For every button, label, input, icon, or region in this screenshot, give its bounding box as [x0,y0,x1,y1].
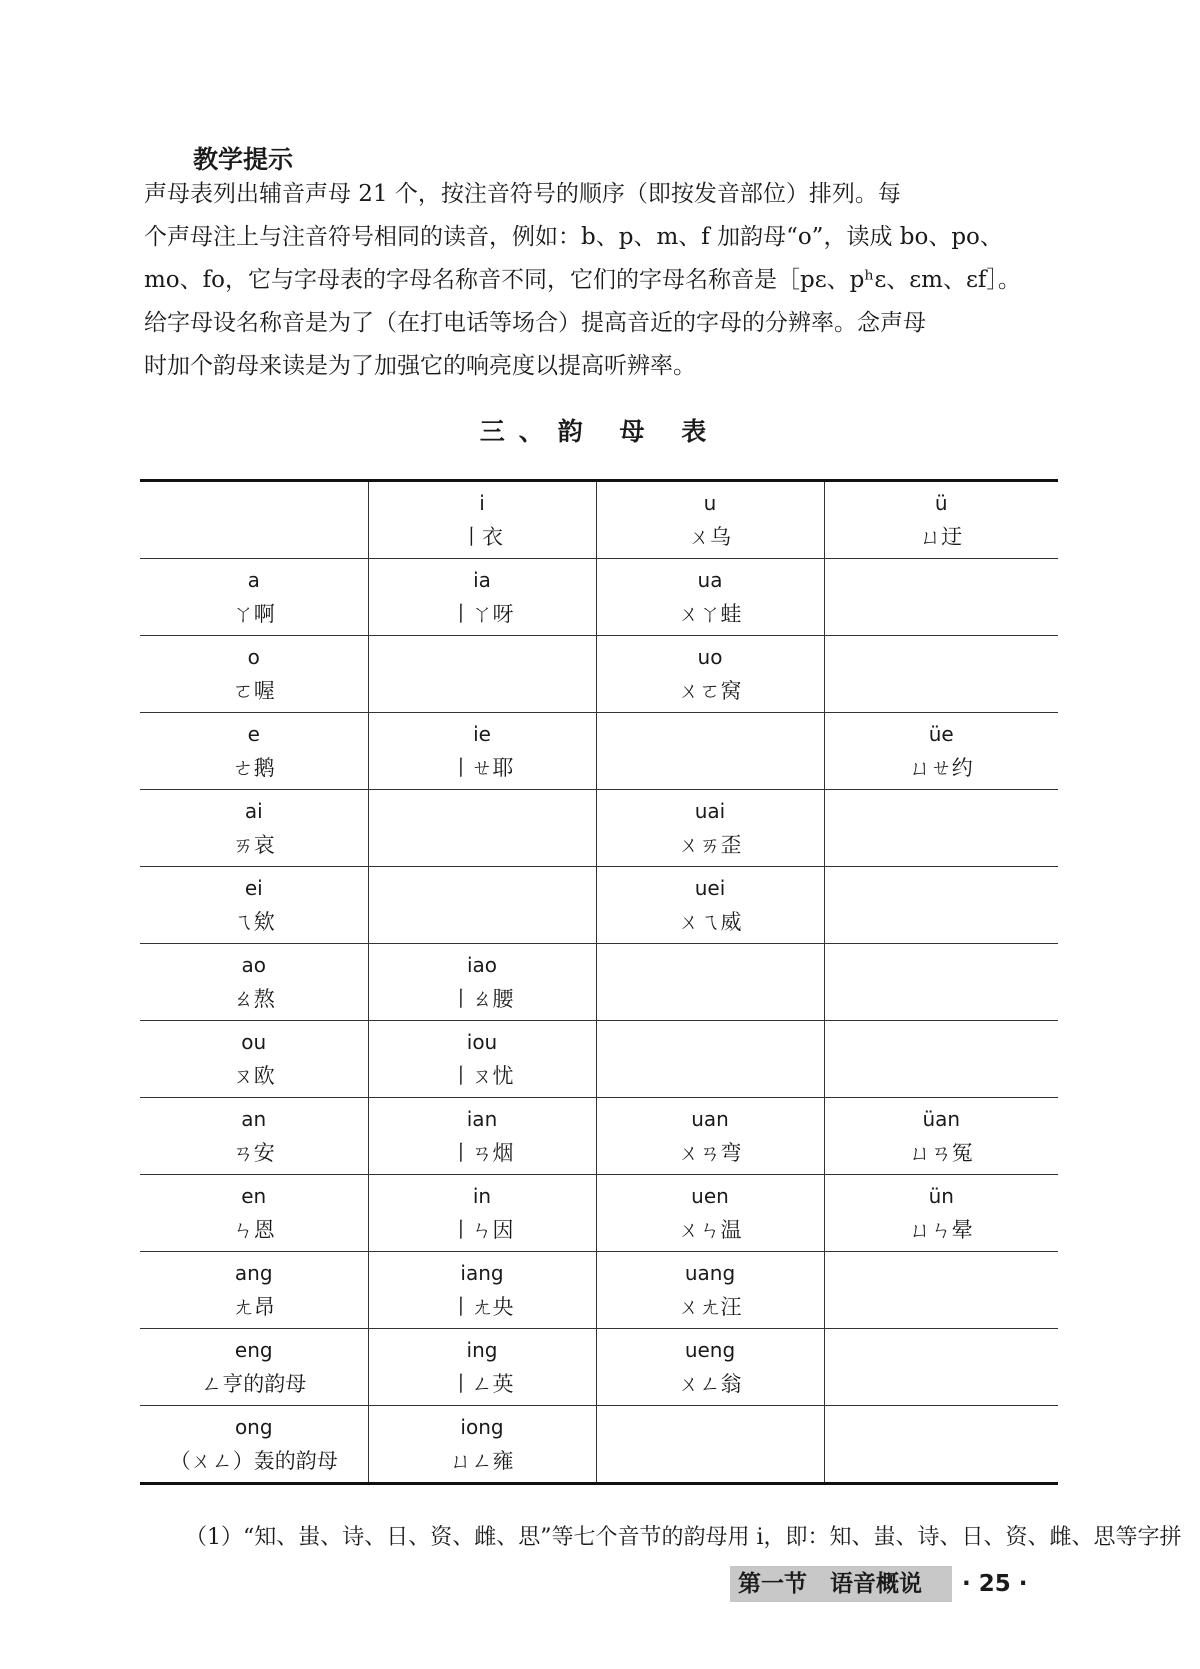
zhuyin-example: ㄨㄣ温 [678,1218,742,1242]
zhuyin-example: ㄨㄤ汪 [678,1295,742,1319]
table-cell [596,867,824,944]
zhuyin-example: 丨ㄚ呀 [450,602,514,626]
table-cell [824,790,1058,867]
table-cell [596,1098,824,1175]
table-row [140,1175,1058,1252]
teaching-tip-paragraph [144,173,1054,388]
table-cell [140,713,368,790]
table-row [140,1252,1058,1329]
table-cell [824,1252,1058,1329]
table-cell [368,1098,596,1175]
pinyin-label: ong [234,1415,273,1439]
table-cell [368,867,596,944]
pinyin-label: in [472,1184,492,1208]
zhuyin-example: 丨ㄡ忧 [450,1064,514,1088]
table-cell [596,1252,824,1329]
pinyin-label: iong [460,1415,504,1439]
pinyin-label: ün [928,1184,954,1208]
section-title: 三、韵 母 表 [479,417,721,446]
pinyin-label: iang [460,1261,504,1285]
pinyin-label: ü [934,491,948,515]
pinyin-label: an [241,1107,267,1131]
zhuyin-example: ㄥ亨的韵母 [201,1372,307,1396]
table-cell [140,1098,368,1175]
table-cell [824,1406,1058,1484]
table-cell [824,559,1058,636]
table-cell [368,1252,596,1329]
table-row [140,713,1058,790]
zhuyin-example: ㄨㄟ威 [678,910,742,934]
zhuyin-example: ㄚ啊 [232,602,275,626]
zhuyin-example: ㄨㄛ窝 [678,679,742,703]
pinyin-label: ing [466,1338,498,1362]
table-cell [596,790,824,867]
table-cell [824,713,1058,790]
table-cell [140,1252,368,1329]
pinyin-label: ei [244,876,263,900]
table-cell [368,713,596,790]
pinyin-label: en [241,1184,267,1208]
table-row [140,867,1058,944]
zhuyin-example: ㄨㄞ歪 [678,833,742,857]
pinyin-label: u [703,491,717,515]
pinyin-label: eng [234,1338,273,1362]
chapter-section-label: 第一节 语音概说 [730,1566,952,1602]
zhuyin-example: 丨衣 [461,525,503,549]
table-cell [368,1329,596,1406]
table-cell [368,944,596,1021]
table-cell [824,1175,1058,1252]
pinyin-label: iao [466,953,498,977]
table-cell [596,481,824,559]
zhuyin-example: ㄢ安 [232,1141,275,1165]
table-cell [824,944,1058,1021]
pinyin-label: ua [697,568,723,592]
table-cell [140,790,368,867]
zhuyin-example: ㄜ鹅 [232,756,275,780]
pinyin-label: ian [466,1107,498,1131]
paragraph-line: 个声母注上与注音符号相同的读音，例如：b、p、m、f 加韵母“o”，读成 bo、po、 [144,224,1003,250]
table-cell [596,636,824,713]
pinyin-label: üan [922,1107,961,1131]
pinyin-label: ou [241,1030,267,1054]
pinyin-label: ia [473,568,491,592]
table-cell [368,481,596,559]
table-cell [824,636,1058,713]
table-cell [140,1329,368,1406]
zhuyin-example: ㄟ欸 [232,910,275,934]
pinyin-label: ie [473,722,491,746]
zhuyin-example: （ㄨㄥ）轰的韵母 [169,1449,338,1473]
table-cell [368,790,596,867]
zhuyin-example: 丨ㄢ烟 [450,1141,514,1165]
pinyin-label: üe [928,722,954,746]
zhuyin-example: ㄞ哀 [232,833,275,857]
table-cell [140,636,368,713]
table-row [140,481,1058,559]
table-cell [596,1175,824,1252]
table-cell [140,1175,368,1252]
teaching-tip-heading: 教学提示 [193,145,294,174]
paragraph-line: 给字母设名称音是为了（在打电话等场合）提高音近的字母的分辨率。念声母 [144,310,926,336]
table-cell [824,867,1058,944]
pinyin-label: i [479,491,485,515]
pinyin-label: a [247,568,260,592]
paragraph-line: 时加个韵母来读是为了加强它的响亮度以提高听辨率。 [144,353,696,379]
table-row [140,559,1058,636]
zhuyin-example: 丨ㄝ耶 [450,756,514,780]
table-cell [140,1406,368,1484]
table-cell [824,481,1058,559]
pinyin-label: ang [234,1261,273,1285]
table-cell [140,559,368,636]
table-cell [824,1098,1058,1175]
zhuyin-example: ㄩ迂 [920,525,963,549]
table-row [140,1021,1058,1098]
zhuyin-example: ㄡ欧 [232,1064,275,1088]
pinyin-label: uo [697,645,723,669]
zhuyin-example: ㄤ昂 [232,1295,275,1319]
table-cell [596,559,824,636]
zhuyin-example: ㄩㄥ雍 [450,1449,514,1473]
zhuyin-example: ㄨㄢ弯 [678,1141,742,1165]
table-row [140,944,1058,1021]
zhuyin-example: 丨ㄣ因 [450,1218,514,1242]
pinyin-label: uai [694,799,726,823]
table-row [140,636,1058,713]
table-cell [824,1329,1058,1406]
table-cell [596,713,824,790]
zhuyin-example: ㄩㄣ晕 [909,1218,973,1242]
zhuyin-example: 丨ㄠ腰 [450,987,514,1011]
paragraph-line: 声母表列出辅音声母 21 个，按注音符号的顺序（即按发音部位）排列。每 [144,181,901,207]
table-cell [824,1021,1058,1098]
table-row [140,1098,1058,1175]
pinyin-label: uang [684,1261,736,1285]
pinyin-label: iou [466,1030,498,1054]
footnote: （1）“知、蚩、诗、日、资、雌、思”等七个音节的韵母用 i，即：知、蚩、诗、日、资、雌、思等字拼 [185,1525,1182,1550]
table-cell [368,559,596,636]
pinyin-label: e [247,722,260,746]
table-cell [368,636,596,713]
zhuyin-example: ㄨㄥ翁 [678,1372,742,1396]
pinyin-label: ueng [684,1338,736,1362]
table-cell [368,1175,596,1252]
table-row [140,1406,1058,1484]
pinyin-label: o [247,645,260,669]
zhuyin-example: ㄩㄝ约 [909,756,973,780]
table-cell [140,944,368,1021]
table-cell [596,1021,824,1098]
finals-table [140,479,1058,1485]
pinyin-label: ao [241,953,266,977]
zhuyin-example: ㄨㄚ蛙 [678,602,742,626]
table-cell [140,1021,368,1098]
table-row [140,1329,1058,1406]
pinyin-label: uei [694,876,726,900]
zhuyin-example: ㄣ恩 [232,1218,275,1242]
zhuyin-example: ㄠ熬 [232,987,275,1011]
pinyin-label: uen [691,1184,729,1208]
table-cell [596,1406,824,1484]
zhuyin-example: 丨ㄥ英 [450,1372,514,1396]
zhuyin-example: ㄩㄢ冤 [909,1141,973,1165]
table-cell [596,944,824,1021]
table-cell [140,481,368,559]
table-cell [368,1406,596,1484]
paragraph-line: mo、fo，它与字母表的字母名称音不同，它们的字母名称音是［pɛ、pʰɛ、ɛm、ɛf］。 [144,267,1021,293]
pinyin-label: ai [244,799,263,823]
zhuyin-example: ㄛ喔 [232,679,275,703]
table-cell [368,1021,596,1098]
table-cell [596,1329,824,1406]
pinyin-label: uan [691,1107,729,1131]
zhuyin-example: 丨ㄤ央 [450,1295,514,1319]
page-number: · 25 · [962,1571,1028,1597]
zhuyin-example: ㄨ乌 [689,525,731,549]
table-cell [140,867,368,944]
table-row [140,790,1058,867]
